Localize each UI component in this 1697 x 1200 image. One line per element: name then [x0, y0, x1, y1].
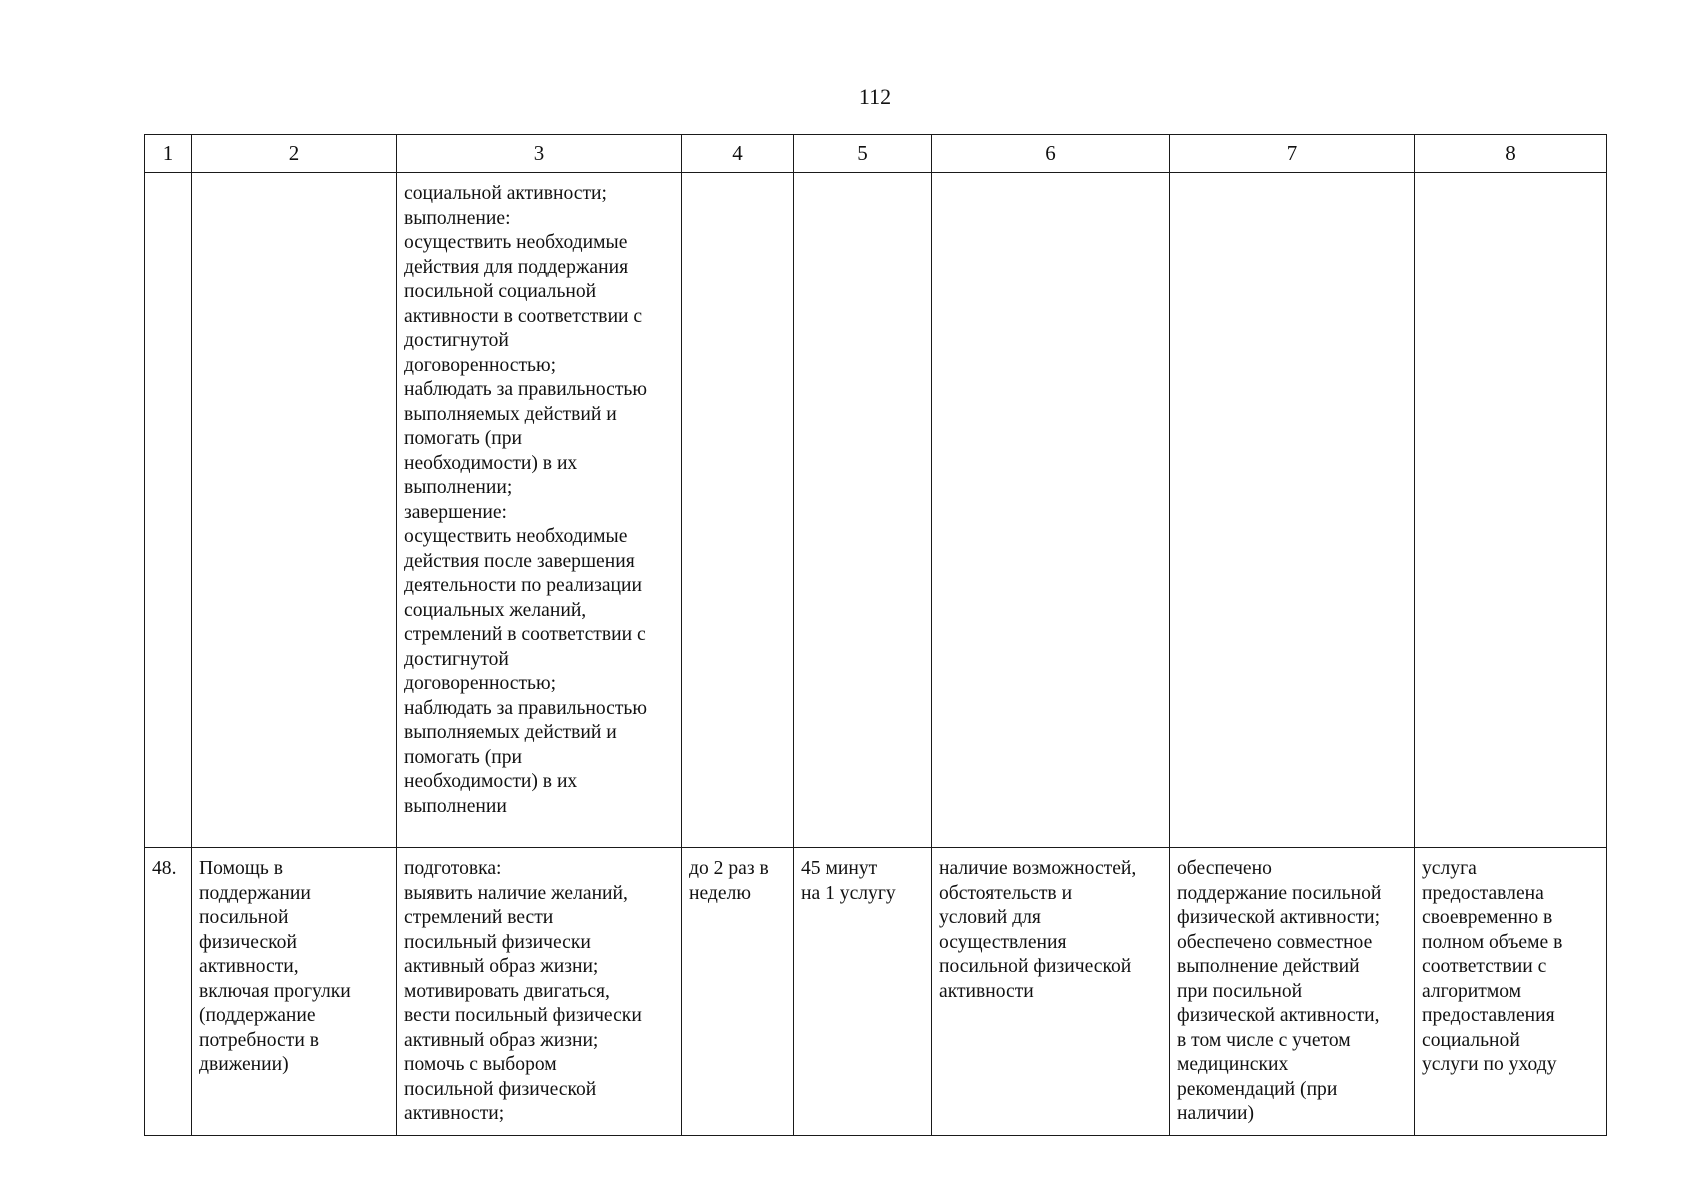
text-line: активный образ жизни;	[404, 1029, 599, 1051]
text-line: социальных желаний,	[404, 599, 587, 621]
text-line: осуществить необходимые	[404, 232, 628, 253]
text-line: посильной	[199, 907, 289, 928]
cell-frequency	[682, 173, 794, 848]
text-line: полном объеме в	[1422, 931, 1563, 953]
text-line: услуга	[1422, 858, 1477, 879]
text-line: условий для	[939, 907, 1041, 928]
text-line: своевременно в	[1422, 907, 1553, 928]
text-line: помогать (при	[404, 428, 523, 449]
cell-description	[397, 173, 682, 848]
text-line: социальной активности;	[404, 183, 607, 204]
text-line: наблюдать за правильностью	[404, 379, 648, 400]
page-number: 112	[858, 84, 892, 109]
cell-description	[397, 848, 682, 1136]
text-line: наблюдать за правильностью	[404, 697, 648, 719]
text-line: действия после завершения	[404, 550, 635, 572]
text-line: помогать (при	[404, 746, 523, 768]
text-line: мотивировать двигаться,	[404, 980, 610, 1002]
text-line: выявить наличие желаний,	[404, 882, 628, 904]
text-line: выполняемых действий и	[404, 722, 617, 743]
cell-conditions	[932, 173, 1170, 848]
text-line: Помощь в	[199, 858, 283, 879]
text-line: 45 минут	[801, 858, 878, 879]
text-line: вести посильный физически	[404, 1005, 642, 1026]
text-line: обстоятельств и	[939, 882, 1073, 904]
text-line: посильной физической	[404, 1078, 597, 1100]
text-line: достигнутой	[404, 648, 509, 670]
text-line: поддержание посильной	[1177, 882, 1382, 904]
text-line: физической активности;	[1177, 907, 1381, 928]
header-col-5: 5	[794, 135, 932, 173]
text-line: активный образ жизни;	[404, 956, 599, 977]
text-line: активности;	[404, 1103, 505, 1124]
cell-number: 48.	[145, 848, 192, 1136]
text-line: активности	[939, 980, 1034, 1002]
text-line: до 2 раз в	[689, 858, 769, 879]
text-line: посильной физической	[939, 956, 1132, 977]
cell-duration	[794, 173, 932, 848]
header-col-1: 1	[145, 135, 192, 173]
services-table	[144, 134, 1607, 1136]
header-col-6: 6	[932, 135, 1170, 173]
text-line: помочь с выбором	[404, 1054, 557, 1075]
text-line: обеспечено совместное	[1177, 931, 1373, 953]
text-line: движении)	[199, 1054, 289, 1075]
text-line: на 1 услугу	[801, 882, 896, 904]
text-line: физической активности,	[1177, 1005, 1380, 1026]
text-line: деятельности по реализации	[404, 575, 643, 596]
text-line: выполнении	[404, 795, 507, 817]
cell-quality	[1415, 848, 1607, 1136]
text-line: выполнении;	[404, 477, 513, 498]
text-line: необходимости) в их	[404, 771, 578, 792]
text-line: необходимости) в их	[404, 452, 578, 474]
text-line: социальной	[1422, 1029, 1520, 1051]
text-line: обеспечено	[1177, 858, 1272, 879]
text-line: договоренностью;	[404, 354, 557, 376]
header-col-2: 2	[192, 135, 397, 173]
text-line: подготовка:	[404, 858, 502, 879]
text-line: договоренностью;	[404, 673, 557, 694]
header-col-7: 7	[1170, 135, 1415, 173]
text-line: неделю	[689, 882, 752, 904]
text-line: осуществить необходимые	[404, 526, 628, 547]
text-line: при посильной	[1177, 980, 1303, 1002]
text-line: в том числе с учетом	[1177, 1029, 1351, 1051]
cell-duration	[794, 848, 932, 1136]
text-line: медицинских	[1177, 1054, 1289, 1075]
cell-frequency	[682, 848, 794, 1136]
text-line: услуги по уходу	[1422, 1054, 1557, 1075]
text-line: рекомендаций (при	[1177, 1078, 1338, 1100]
text-line: выполнение действий	[1177, 956, 1360, 977]
text-line: алгоритмом	[1422, 980, 1522, 1002]
cell-conditions	[932, 848, 1170, 1136]
text-line: физической	[199, 931, 297, 953]
text-line: активности,	[199, 956, 299, 977]
cell-name	[192, 173, 397, 848]
text-line: активности в соответствии с	[404, 305, 643, 327]
text-line: посильной социальной	[404, 281, 597, 302]
text-line: достигнутой	[404, 330, 509, 351]
cell-result	[1170, 848, 1415, 1136]
text-line: осуществления	[939, 931, 1067, 953]
text-line: поддержании	[199, 882, 311, 904]
header-row	[145, 135, 1607, 173]
text-line: выполнение:	[404, 207, 511, 229]
table-row-48	[145, 848, 1607, 1136]
cell-quality	[1415, 173, 1607, 848]
text-line: наличии)	[1177, 1103, 1254, 1124]
text-line: предоставления	[1422, 1005, 1555, 1026]
text-line: соответствии с	[1422, 956, 1547, 977]
text-line: действия для поддержания	[404, 256, 629, 278]
text-line: включая прогулки	[199, 980, 351, 1002]
text-line: посильный физически	[404, 931, 591, 953]
text-line: выполняемых действий и	[404, 403, 617, 425]
cell-name	[192, 848, 397, 1136]
header-col-3: 3	[397, 135, 682, 173]
text-line: потребности в	[199, 1029, 319, 1051]
table-row-continuation	[145, 173, 1607, 848]
text-line: стремлений вести	[404, 907, 554, 928]
cell-number	[145, 173, 192, 848]
header-col-8: 8	[1415, 135, 1607, 173]
text-line: стремлений в соответствии с	[404, 624, 646, 645]
text-line: наличие возможностей,	[939, 858, 1137, 879]
cell-result	[1170, 173, 1415, 848]
text-line: завершение:	[404, 501, 507, 523]
header-col-4: 4	[682, 135, 794, 173]
text-line: (поддержание	[199, 1005, 316, 1026]
text-line: предоставлена	[1422, 882, 1544, 904]
